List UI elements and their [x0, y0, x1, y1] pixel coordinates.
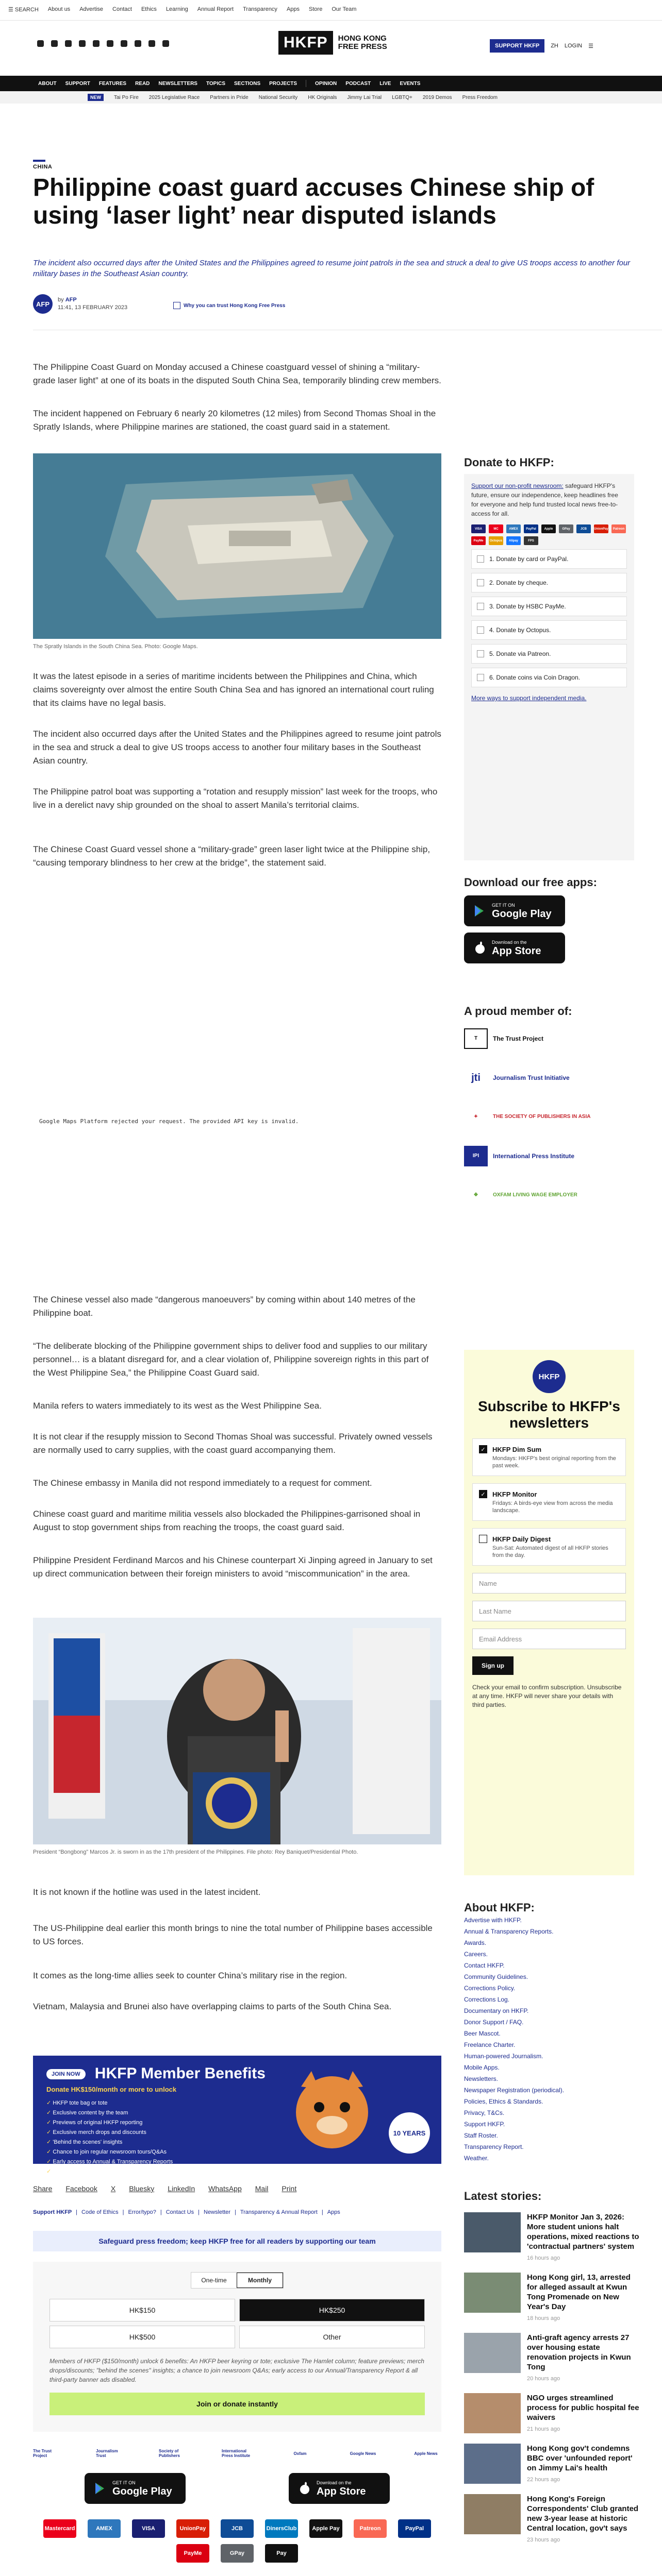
article-paragraph: The Chinese embassy in Manila did not respond immediately to a request for comment. — [33, 1478, 372, 1488]
article-paragraph: It is not clear if the resupply mission to Second Thomas Shoal was successful. Privately owned vessels are normally used to carry supplies, with the coast guard accompanying them. — [33, 1432, 433, 1455]
story-item[interactable]: Hong Kong gov't condemns BBC over 'unfounded report' on Jimmy Lai's health 22 hours ago — [464, 2444, 639, 2485]
about-link[interactable]: Corrections Policy. — [464, 1985, 516, 1992]
newsletter-signup — [464, 1350, 634, 1875]
member-logo[interactable]: The Trust Project — [33, 2449, 52, 2458]
hkfp-badge: HKFP — [533, 1360, 566, 1393]
donate-option[interactable]: 2. Donate by cheque. — [471, 573, 627, 592]
social-icons — [37, 40, 169, 47]
story-item[interactable]: NGO urges streamlined process for public hospital fee waivers 21 hours ago — [464, 2393, 639, 2434]
latest-title: Latest stories: — [464, 2190, 542, 2202]
sopa-icon: ✦ — [473, 1114, 478, 1120]
benefit-item: ✓ Previews of original HKFP reporting — [46, 2118, 428, 2128]
jti-icon: jti — [471, 1072, 481, 1083]
category-accent — [33, 160, 45, 162]
benefit-item: ✓ Chance to join regular newsroom tours/Q&As — [46, 2147, 428, 2157]
story-thumbnail — [464, 2444, 521, 2484]
paypal-icon: PayPal — [524, 524, 538, 533]
ten-years-badge: 10 YEARS — [389, 2112, 430, 2154]
frequency-toggle — [191, 2272, 284, 2289]
new-badge: NEW — [88, 94, 104, 101]
about-link[interactable]: Newsletters. — [464, 2075, 499, 2082]
story-thumbnail — [464, 2393, 521, 2433]
lang-switch[interactable]: ZH — [551, 43, 558, 49]
benefit-item: ✓ All third-party banner ads disabled — [46, 2167, 428, 2177]
jcb-icon: JCB — [221, 2519, 254, 2538]
signup-button[interactable]: Sign up — [472, 1656, 514, 1675]
donate-option[interactable]: 3. Donate by HSBC PayMe. — [471, 597, 627, 616]
join-donate-button[interactable]: Join or donate instantly — [49, 2393, 425, 2415]
option-checkbox[interactable] — [477, 674, 484, 681]
byline — [33, 294, 127, 314]
about-link[interactable]: Weather. — [464, 2155, 489, 2162]
share-label: Share — [33, 2184, 53, 2193]
donate-option[interactable]: 5. Donate via Patreon. — [471, 644, 627, 664]
article-paragraph: Vietnam, Malaysia and Brunei also have overlapping claims to parts of the South China Sea. — [33, 2002, 392, 2011]
nav-sections[interactable]: SECTIONS — [234, 80, 261, 87]
member-oxfam[interactable]: ❖ OXFAM LIVING WAGE EMPLOYER — [464, 1185, 639, 1206]
member-logo[interactable]: Journalism Trust — [96, 2449, 118, 2458]
member-benefits-banner[interactable] — [33, 2056, 441, 2175]
footer-link[interactable]: Contact Us — [166, 2209, 194, 2215]
member-ipi[interactable]: IPI International Press Institute — [464, 1146, 639, 1166]
article-paragraph: It comes as the long-time allies seek to counter China’s military rise in the region. — [33, 1971, 347, 1980]
apple-pay-icon: Apple Pay — [309, 2519, 342, 2538]
article-paragraph: The US-Philippine deal earlier this month brings to nine the total number of Philippine bases accessible to US forces. — [33, 1923, 433, 1946]
telegram-icon[interactable] — [121, 40, 127, 47]
youtube-icon[interactable] — [93, 40, 100, 47]
story-thumbnail — [464, 2212, 521, 2252]
footer-link[interactable]: Transparency & Annual Report — [240, 2209, 318, 2215]
option-checkbox[interactable] — [477, 555, 484, 563]
unionpay-icon: UnionPay — [594, 524, 608, 533]
benefit-item: ✓ Early access to Annual & Transparency Reports — [46, 2157, 428, 2167]
diners-icon: DinersClub — [265, 2519, 298, 2538]
patreon-icon: Patreon — [354, 2519, 387, 2538]
threads-icon[interactable] — [79, 40, 86, 47]
trust-project-icon: T — [464, 1028, 488, 1049]
top-link-ethics[interactable]: Ethics — [141, 6, 157, 12]
mascot-illustration — [280, 2066, 384, 2159]
search-link[interactable]: ☰ SEARCH — [8, 7, 39, 13]
top-link-about[interactable]: About us — [47, 6, 71, 12]
article-paragraph: “The deliberate blocking of the Philippine government ships to deliver food and supplies to our military personnel… is a blatant disregard for, and a clear violation of, Philippine sovereign rights in this part of the West Philippine Sea,” the Philippine Coast Guard said. — [33, 1341, 429, 1378]
about-link[interactable]: Human-powered Journalism. — [464, 2053, 543, 2060]
nav-about[interactable]: ABOUT — [38, 80, 57, 87]
top-link-contact[interactable]: Contact — [112, 6, 132, 12]
nav-newsletters[interactable]: NEWSLETTERS — [158, 80, 197, 87]
newsletter-option[interactable]: ✓ HKFP Monitor Fridays: A birds-eye view from across the media landscape. — [472, 1483, 626, 1521]
footer-link[interactable]: Newsletter — [204, 2209, 230, 2215]
trending-link[interactable]: National Security — [258, 94, 298, 100]
footer-link[interactable]: Code of Ethics — [81, 2209, 119, 2215]
header-actions — [490, 39, 593, 53]
about-link[interactable]: Careers. — [464, 1951, 488, 1958]
author-link[interactable]: AFP — [65, 297, 77, 303]
google-play-icon — [473, 904, 487, 918]
about-link[interactable]: Contact HKFP. — [464, 1962, 505, 1969]
option-checkbox[interactable] — [477, 626, 484, 634]
member-logo[interactable]: Google News — [350, 2451, 376, 2456]
amount-option[interactable]: Other — [239, 2326, 425, 2348]
nav-live[interactable]: LIVE — [379, 80, 391, 87]
email-input[interactable]: Email Address — [472, 1629, 626, 1649]
app-store-buttons — [33, 2473, 441, 2504]
monthly-option[interactable]: Monthly — [237, 2273, 283, 2288]
nav-read[interactable]: READ — [135, 80, 150, 87]
whatsapp-icon[interactable] — [135, 40, 141, 47]
nav-projects[interactable]: PROJECTS — [269, 80, 297, 87]
gpay-icon: GPay — [221, 2544, 254, 2563]
one-time-option[interactable]: One-time — [201, 2277, 227, 2284]
main-nav — [0, 76, 662, 91]
about-link[interactable]: Donor Support / FAQ. — [464, 2019, 524, 2026]
google-play-button[interactable]: GET IT ON Google Play — [85, 2473, 186, 2504]
google-play-icon — [94, 2482, 107, 2495]
join-now-button[interactable]: JOIN NOW — [46, 2069, 86, 2079]
share-bluesky[interactable]: Bluesky — [129, 2184, 155, 2193]
article-paragraph: It is not known if the hotline was used in the latest incident. — [33, 1887, 261, 1897]
alipay-icon: Alipay — [506, 536, 521, 545]
trending-bar — [0, 91, 662, 104]
jcb-icon: JCB — [576, 524, 591, 533]
byline-text: by AFP 11:41, 13 FEBRUARY 2023 — [58, 297, 128, 311]
image-caption: President “Bongbong” Marcos Jr. is sworn in as the 17th president of the Philippines. File photo: Rey Baniquet/Presidential Photo. — [33, 1849, 358, 1855]
login-link[interactable]: LOGIN — [564, 43, 583, 49]
top-links — [8, 6, 356, 13]
trending-link[interactable]: HK Originals — [308, 94, 337, 100]
newsletter-checkbox[interactable] — [479, 1535, 487, 1543]
instagram-icon[interactable] — [65, 40, 72, 47]
octopus-icon: Octopus — [489, 536, 503, 545]
payment-logos — [33, 2519, 441, 2563]
about-link[interactable]: Corrections Log. — [464, 1996, 510, 2003]
amex-icon: AMEX — [506, 524, 521, 533]
top-link-annual-report[interactable]: Annual Report — [197, 6, 234, 12]
article-paragraph: The Chinese vessel also made “dangerous manoeuvers” by coming within about 140 metres of the Philippine boat. — [33, 1295, 416, 1318]
footer-link[interactable]: Apps — [327, 2209, 340, 2215]
about-link[interactable]: Support HKFP. — [464, 2121, 505, 2128]
memberships-section — [464, 1005, 639, 1206]
member-sopa[interactable]: ✦ THE SOCIETY OF PUBLISHERS IN ASIA — [464, 1107, 639, 1127]
payme-icon: PayMe — [176, 2544, 209, 2563]
share-whatsapp[interactable]: WhatsApp — [208, 2184, 242, 2193]
member-trust-project[interactable]: T The Trust Project — [464, 1028, 639, 1049]
benefit-item: ✓ 'Behind the scenes' insights — [46, 2138, 428, 2147]
about-link[interactable]: Privacy, T&Cs. — [464, 2109, 505, 2116]
share-print[interactable]: Print — [282, 2184, 297, 2193]
nav-support[interactable]: SUPPORT — [65, 80, 90, 87]
about-link[interactable]: Staff Roster. — [464, 2132, 498, 2139]
latest-stories — [464, 2190, 639, 2545]
donation-widget — [33, 2262, 441, 2432]
nav-features[interactable]: FEATURES — [98, 80, 127, 87]
more-ways-link[interactable]: More ways to support independent media. — [471, 694, 587, 702]
footer-link[interactable]: Support HKFP — [33, 2209, 72, 2215]
about-title: About HKFP: — [464, 1901, 535, 1914]
pay-icon: Pay — [265, 2544, 298, 2563]
map-error: Google Maps Platform rejected your request. The provided API key is invalid. — [39, 1118, 299, 1125]
amex-icon: AMEX — [88, 2519, 121, 2538]
story-thumbnail — [464, 2333, 521, 2373]
member-jti[interactable]: jti Journalism Trust Initiative — [464, 1067, 639, 1088]
standfirst: The incident also occurred days after the United States and the Philippines agreed to resume joint patrols in the sea and struck a deal to give US troops access to another four military bases in the Southeast Asian country. — [33, 259, 631, 278]
article-paragraph: It was the latest episode in a series of maritime incidents between the Philippines and China, which claims sovereignty over almost the entire South China Sea and has ignored an international court ruling that its claims have no legal basis. — [33, 671, 434, 708]
about-link[interactable]: Beer Mascot. — [464, 2030, 501, 2037]
article-paragraph: Chinese coast guard and maritime militia vessels also blockaded the Philippines-garrisoned shoal in August to stop government ships from reaching the troops, the coast guard said. — [33, 1509, 421, 1532]
share-facebook[interactable]: Facebook — [65, 2184, 97, 2193]
marcos-photo — [33, 1618, 441, 1844]
name-input[interactable]: Name — [472, 1573, 626, 1594]
donate-box — [464, 474, 634, 860]
visa-icon: VISA — [471, 524, 486, 533]
banner-title: HKFP Member Benefits — [94, 2065, 266, 2082]
newsletter-option[interactable]: HKFP Daily Digest Sun-Sat: Automated digest of all HKFP stories from the day. — [472, 1528, 626, 1566]
article-paragraph: The incident also occurred days after the United States and the Philippines agreed to resume joint patrols in the sea and struck a deal to give US troops access to another four military bases in the Southeast Asian country. — [33, 729, 441, 766]
member-logos — [33, 2447, 441, 2460]
article-paragraph: The Philippine patrol boat was supporting a “rotation and resupply mission” last week for the troops, who live in a derelict navy ship grounded on the shoal to assert Manila’s territorial claims. — [33, 787, 438, 810]
share-links — [33, 2184, 296, 2193]
apps-title: Download our free apps: — [464, 876, 597, 889]
support-hkfp-button[interactable]: SUPPORT HKFP — [490, 39, 544, 53]
proud-title: A proud member of: — [464, 1005, 572, 1018]
fps-icon: FPS — [524, 536, 538, 545]
rss-icon[interactable] — [162, 40, 169, 47]
linkedin-icon[interactable] — [107, 40, 113, 47]
option-checkbox[interactable] — [477, 650, 484, 657]
article-paragraph: The Chinese Coast Guard vessel shone a “military-grade” green laser light twice at the Philippine ship, “causing temporary blindness to her crew at the bridge”, the statement said. — [33, 844, 431, 868]
share-mail[interactable]: Mail — [255, 2184, 269, 2193]
gpay-icon: GPay — [559, 524, 573, 533]
newsletter-title: Subscribe to HKFP's newsletters — [478, 1398, 620, 1431]
article-footer-links: Support HKFP | Code of Ethics | Error/typo? | Contact Us | Newsletter | Transparency & Annual Report | Apps — [33, 2209, 340, 2215]
benefit-item: ✓ HKFP tote bag or tote — [46, 2098, 428, 2108]
last-name-input[interactable]: Last Name — [472, 1601, 626, 1621]
donate-option[interactable]: 1. Donate by card or PayPal. — [471, 549, 627, 569]
about-link[interactable]: Newspaper Registration (periodical). — [464, 2087, 565, 2094]
top-link-apps[interactable]: Apps — [286, 6, 300, 12]
story-thumbnail — [464, 2494, 521, 2534]
app-store-button[interactable]: Download on the App Store — [289, 2473, 390, 2504]
about-link[interactable]: Advertise with HKFP. — [464, 1917, 522, 1924]
payme-icon: PayMe — [471, 536, 486, 545]
donate-option[interactable]: 4. Donate by Octopus. — [471, 620, 627, 640]
about-link[interactable]: Policies, Ethics & Standards. — [464, 2098, 543, 2105]
trending-link[interactable]: Jimmy Lai Trial — [347, 94, 382, 100]
about-link[interactable]: Documentary on HKFP. — [464, 2007, 529, 2014]
google-play-button[interactable]: GET IT ON Google Play — [464, 895, 565, 926]
mastercard-icon: Mastercard — [43, 2519, 76, 2538]
amount-option[interactable]: HK$500 — [49, 2326, 235, 2348]
ipi-icon: IPI — [464, 1146, 488, 1166]
visa-icon: VISA — [132, 2519, 165, 2538]
story-item[interactable]: Hong Kong girl, 13, arrested for alleged assault at Kwun Tong Promenade on New Year's Day 18 hours ago — [464, 2273, 639, 2324]
benefit-item: ✓ Exclusive content by the team — [46, 2108, 428, 2118]
trending-link[interactable]: Tai Po Fire — [114, 94, 139, 100]
app-store-button[interactable]: Download on the App Store — [464, 933, 565, 963]
logo-mark: HKFP — [278, 31, 333, 55]
option-checkbox[interactable] — [477, 579, 484, 586]
page-title: Philippine coast guard accuses Chinese ship of using ‘laser light’ near disputed islands — [33, 174, 594, 229]
apple-pay-icon: Apple — [541, 524, 556, 533]
donate-lead: Support our non-profit newsroom: safeguard HKFP's future, ensure our independence, keep headlines free for everyone and help fund trusted local news free-to-access for all. — [471, 482, 618, 517]
facebook-icon[interactable] — [37, 40, 44, 47]
nav-events[interactable]: EVENTS — [400, 80, 421, 87]
about-link[interactable]: Annual & Transparency Reports. — [464, 1928, 554, 1935]
option-checkbox[interactable] — [477, 603, 484, 610]
oxfam-icon: ❖ — [473, 1192, 478, 1198]
search-icon: ☰ — [8, 7, 15, 13]
top-link-advertise[interactable]: Advertise — [79, 6, 104, 12]
apple-icon — [473, 941, 487, 955]
about-links — [464, 1914, 639, 2164]
about-link[interactable]: Freelance Charter. — [464, 2041, 516, 2048]
trust-link[interactable]: Why you can trust Hong Kong Free Press — [173, 302, 285, 309]
newsletter-checkbox[interactable]: ✓ — [479, 1445, 487, 1453]
trust-icon — [173, 302, 180, 309]
trending-link[interactable]: LGBTQ+ — [392, 94, 412, 100]
amount-option[interactable]: HK$150 — [49, 2299, 235, 2321]
story-item[interactable]: Hong Kong's Foreign Correspondents' Club granted new 3-year lease at historic Central location, gov't says 23 hours ago — [464, 2494, 639, 2545]
story-item[interactable]: HKFP Monitor Jan 3, 2026: More student unions halt operations, mixed reactions to 'contractual partners' system 16 hours ago — [464, 2212, 639, 2263]
newsletter-checkbox[interactable]: ✓ — [479, 1490, 487, 1498]
category-link[interactable]: CHINA — [33, 164, 53, 170]
amount-options — [49, 2299, 425, 2348]
member-note: Members of HKFP ($150/month) unlock 6 benefits: An HKFP beer keyring or tote; exclusive The Hamlet column; feature previews; merch drops/discounts; "behind the scenes" insights; a chance to join newsroom Q&As; early access to our Annual/Transparency Report & all third-party banner ads disabled. — [49, 2358, 424, 2383]
unionpay-icon: UnionPay — [176, 2519, 209, 2538]
top-link-learning[interactable]: Learning — [166, 6, 188, 12]
trending-link[interactable]: 2019 Demos — [422, 94, 452, 100]
donate-option[interactable]: 6. Donate coins via Coin Dragon. — [471, 668, 627, 687]
site-logo[interactable] — [278, 31, 387, 55]
bluesky-icon[interactable] — [148, 40, 155, 47]
member-logo[interactable]: Apple News — [414, 2451, 438, 2456]
article-paragraph: The Philippine Coast Guard on Monday accused a Chinese coastguard vessel of shining a “military-grade laser light” at one of its boats in the disputed South China Sea, temporarily blinding crew members. — [33, 362, 441, 385]
top-bar — [0, 0, 662, 21]
patreon-icon: Patreon — [611, 524, 626, 533]
menu-icon[interactable]: ☰ — [588, 43, 593, 49]
map-embed[interactable] — [33, 907, 441, 1154]
satellite-image — [33, 453, 441, 639]
newsletter-note: Check your email to confirm subscription. Unsubscribe at any time. HKFP will never share your details with third parties. — [472, 1684, 622, 1708]
member-logo[interactable]: International Press Institute — [222, 2449, 251, 2458]
about-link[interactable]: Mobile Apps. — [464, 2064, 500, 2071]
logo-text: HONG KONG FREE PRESS — [338, 34, 387, 51]
nav-opinion[interactable]: OPINION — [315, 80, 337, 87]
donate-lead-link[interactable]: Support our non-profit newsroom: — [471, 482, 564, 489]
member-logo[interactable]: Society of Publishers — [159, 2449, 180, 2458]
donate-title: Donate to HKFP: — [464, 456, 554, 469]
story-thumbnail — [464, 2273, 521, 2313]
story-item[interactable]: Anti-graft agency arrests 27 over housing estate renovation projects in Kwun Tong 20 hours ago — [464, 2333, 639, 2384]
banner-subtitle: Donate HK$150/month or more to unlock — [46, 2086, 177, 2093]
benefit-item: ✓ Exclusive merch drops and discounts — [46, 2128, 428, 2138]
about-link[interactable]: Awards. — [464, 1939, 487, 1946]
publish-date: 11:41, 13 FEBRUARY 2023 — [58, 304, 128, 311]
author-avatar[interactable]: AFP — [33, 294, 53, 314]
nav-podcast[interactable]: PODCAST — [345, 80, 371, 87]
paypal-icon: PayPal — [398, 2519, 431, 2538]
trending-link[interactable]: 2025 Legislative Race — [148, 94, 200, 100]
x-icon[interactable] — [51, 40, 58, 47]
top-link-transparency[interactable]: Transparency — [243, 6, 277, 12]
article-paragraph: Philippine President Ferdinand Marcos and his Chinese counterpart Xi Jinping agreed in January to set up direct communication between their foreign ministers to avoid “miscommunication” in the area. — [33, 1555, 433, 1579]
about-link[interactable]: Community Guidelines. — [464, 1973, 528, 1980]
share-linkedin[interactable]: LinkedIn — [168, 2184, 195, 2193]
trending-link[interactable]: Partners in Pride — [210, 94, 249, 100]
newsletter-option[interactable]: ✓ HKFP Dim Sum Mondays: HKFP's best original reporting from the past week. — [472, 1438, 626, 1476]
apps-section — [464, 876, 639, 963]
nav-topics[interactable]: TOPICS — [206, 80, 226, 87]
article-paragraph: The incident happened on February 6 nearly 20 kilometres (12 miles) from Second Thomas Shoal in the Spratly Islands, where Philippine marines are stationed, the coast guard said in a statement. — [33, 409, 436, 432]
about-section — [464, 1901, 639, 2164]
share-x[interactable]: X — [110, 2184, 116, 2193]
safeguard-banner[interactable]: Safeguard press freedom; keep HKFP free for all readers by supporting our team — [33, 2231, 441, 2251]
amount-option[interactable]: HK$250 — [239, 2299, 425, 2321]
mastercard-icon: MC — [489, 524, 503, 533]
top-link-team[interactable]: Our Team — [332, 6, 357, 12]
image-caption: The Spratly Islands in the South China Sea. Photo: Google Maps. — [33, 643, 198, 650]
footer-link[interactable]: Error/typo? — [128, 2209, 156, 2215]
payment-methods — [471, 524, 626, 545]
about-link[interactable]: Transparency Report. — [464, 2143, 524, 2150]
apple-icon — [298, 2482, 311, 2495]
top-link-store[interactable]: Store — [309, 6, 323, 12]
trending-link[interactable]: Press Freedom — [462, 94, 498, 100]
article-paragraph: Manila refers to waters immediately to its west as the West Philippine Sea. — [33, 1401, 322, 1411]
member-logo[interactable]: Oxfam — [293, 2451, 307, 2456]
